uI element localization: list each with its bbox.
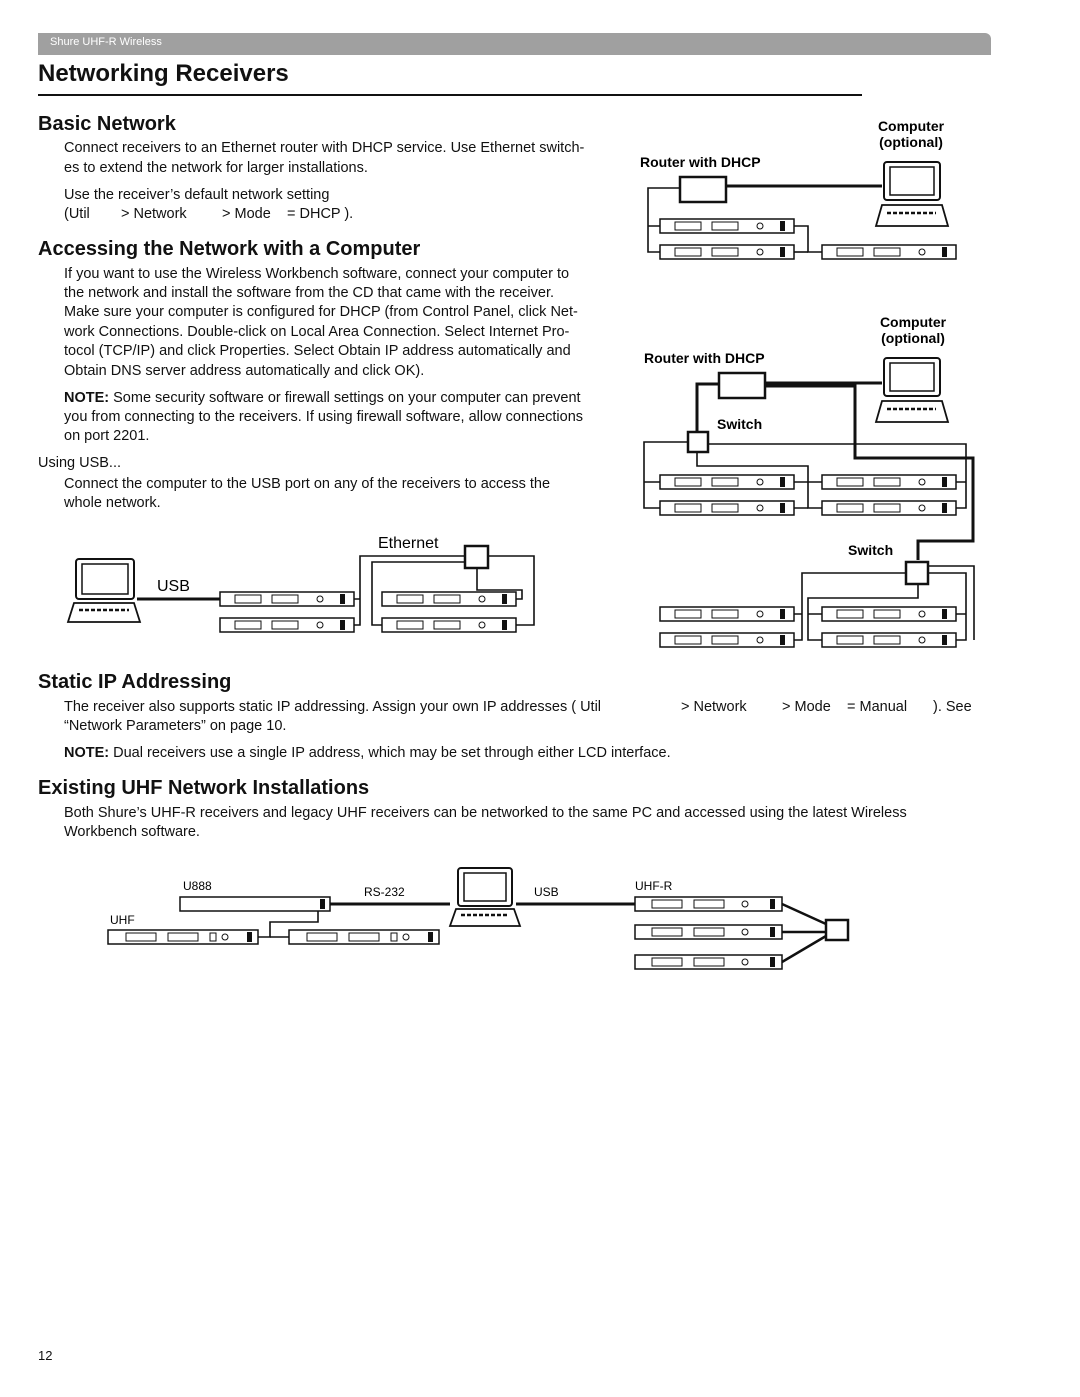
- basic-menu-dhcp: = DHCP ).: [287, 206, 354, 222]
- usb-label: USB: [157, 578, 190, 595]
- switch-icon: [826, 920, 848, 940]
- accessing-line-2: the network and install the software from the CD that came with the receiver.: [64, 285, 555, 301]
- usb-line-1: Connect the computer to the USB port on any of the receivers to access the: [64, 476, 551, 492]
- cable: [782, 904, 826, 962]
- diagram2-computer-label: Computer: [879, 314, 947, 330]
- uhfr-label: UHF-R: [635, 879, 673, 893]
- static-line1-manual: = Manual: [847, 699, 908, 715]
- using-usb-label: Using USB...: [38, 455, 121, 471]
- static-line2: “Network Parameters” on page 10.: [64, 718, 287, 734]
- basic-menu-network: > Network: [121, 206, 187, 222]
- existing-line-1: Both Shure’s UHF-R receivers and legacy UHF receivers can be networked to the same PC and accessed using the latest Wireless: [64, 805, 907, 821]
- basic-menu-util: (Util: [64, 206, 90, 222]
- basic-para2-line1: Use the receiver’s default network setting: [64, 187, 330, 203]
- static-line1-a: The receiver also supports static IP addressing. Assign your own IP addresses ( Util: [64, 699, 602, 715]
- static-line1-mode: > Mode: [782, 699, 831, 715]
- heading-basic-network: Basic Network: [38, 113, 176, 135]
- accessing-note-line-3: on port 2201.: [64, 428, 150, 444]
- receiver-icon: [635, 897, 782, 911]
- diagram1-computer-label: Computer: [877, 118, 945, 134]
- diagram2-switch1-label: Switch: [717, 416, 763, 432]
- basic-menu-mode: > Mode: [222, 206, 271, 222]
- accessing-line-5: tocol (TCP/IP) and click Properties. Select Obtain IP address automatically and: [64, 343, 571, 359]
- diagram2-optional-label: (optional): [881, 330, 945, 346]
- accessing-line-4: work Connections. Double-click on Local Area Connection. Select Internet Pro-: [64, 324, 570, 340]
- diagram1-router-label: Router with DHCP: [640, 154, 761, 170]
- accessing-line-1: If you want to use the Wireless Workbench software, connect your computer to: [64, 266, 570, 282]
- diagram2-router-label: Router with DHCP: [644, 350, 765, 366]
- accessing-note-line-2: you from connecting to the receivers. If using firewall software, allow connections: [64, 409, 584, 425]
- page-number: 12: [38, 1348, 53, 1363]
- static-note-label: NOTE:: [64, 745, 110, 761]
- note-label: NOTE:: [64, 390, 110, 406]
- static-note-text: Dual receivers use a single IP address, which may be set through either LCD interface.: [109, 745, 671, 761]
- diagram1-optional-label: (optional): [879, 134, 943, 150]
- u888-label: U888: [183, 879, 212, 893]
- heading-accessing-network: Accessing the Network with a Computer: [38, 238, 421, 260]
- usb-line-2: whole network.: [64, 495, 161, 511]
- accessing-line-6: Obtain DNS server address automatically and click OK).: [64, 363, 425, 379]
- uhf-receiver-icon: [108, 930, 258, 944]
- running-header-text: Shure UHF-R Wireless: [50, 36, 162, 48]
- rs232-label: RS-232: [364, 885, 405, 899]
- static-line1-see: ). See: [933, 699, 972, 715]
- heading-existing-uhf: Existing UHF Network Installations: [38, 777, 370, 799]
- uhf-receiver-icon: [289, 930, 439, 944]
- receiver-icon: [635, 925, 782, 939]
- computer-icon: [450, 868, 520, 926]
- uhf-label: UHF: [110, 913, 135, 927]
- heading-static-ip: Static IP Addressing: [38, 671, 232, 693]
- existing-line-2: Workbench software.: [64, 824, 200, 840]
- accessing-line-3: Make sure your computer is configured for DHCP (from Control Panel, click Net-: [64, 304, 578, 320]
- u888-device-icon: [180, 897, 330, 911]
- basic-para1-line2: es to extend the network for larger installations.: [64, 160, 368, 176]
- usb-label-2: USB: [534, 885, 559, 899]
- page-title: Networking Receivers: [38, 60, 289, 87]
- basic-para1-line1: Connect receivers to an Ethernet router with DHCP service. Use Ethernet switch-: [64, 140, 585, 156]
- receiver-icon: [635, 955, 782, 969]
- static-line1-network: > Network: [681, 699, 747, 715]
- ethernet-label: Ethernet: [378, 535, 439, 552]
- diagram2-switch2-label: Switch: [848, 542, 894, 558]
- note-text: Some security software or firewall settings on your computer can prevent: [109, 390, 581, 406]
